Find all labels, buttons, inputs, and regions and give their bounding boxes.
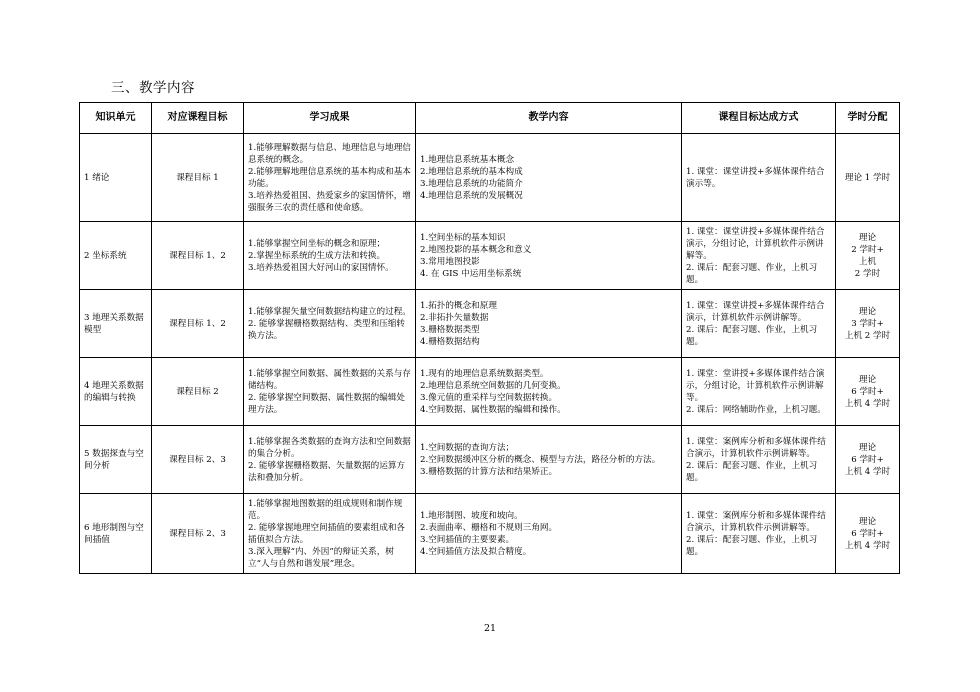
content-cell-line: 4.空间数据、属性数据的编辑和操作。 [420, 404, 566, 415]
content-cell [416, 134, 682, 222]
methods-cell-line: 1. 课堂：课堂讲授+多媒体课件结合演示，分组讨论，计算机软件示例讲解等。 [686, 226, 825, 261]
outcomes-cell [244, 494, 416, 574]
outcomes-cell-line: 3.培养热爱祖国、热爱家乡的家国情怀，增强服务三农的责任感和使命感。 [248, 190, 411, 213]
outcomes-cell-line: 1.能够掌握矢量空间数据结构建立的过程。 [248, 306, 411, 317]
methods-cell-line: 2. 课后：配套习题、作业，上机习题。 [686, 460, 818, 483]
content-cell-line: 2.地图投影的基本概念和意义 [420, 244, 532, 255]
content-cell-line: 3.常用地图投影 [420, 256, 480, 267]
content-cell-line: 2.表面曲率、栅格和不规则三角网。 [420, 522, 558, 533]
content-cell [416, 290, 682, 358]
section-title: 三、教学内容 [111, 80, 195, 96]
header-goal: 对应课程目标 [152, 103, 244, 134]
hours-cell-line: 理论 [858, 232, 877, 243]
hours-cell-line: 6 学时+ [851, 454, 884, 465]
content-cell-line: 2.非拓扑矢量数据 [420, 312, 489, 323]
content-cell [416, 222, 682, 290]
outcomes-cell-line: 2. 能够掌握空间数据、属性数据的编辑处理方法。 [248, 392, 406, 415]
methods-cell-line: 2. 课后：配套习题、作业，上机习题。 [686, 262, 818, 285]
content-cell-line: 3.栅格数据类型 [420, 324, 480, 335]
outcomes-cell-line: 2. 能够掌握地理空间插值的要素组成和各插值拟合方法。 [248, 522, 406, 545]
syllabus-table [79, 102, 900, 574]
hours-cell [836, 290, 900, 358]
table-row [80, 290, 900, 358]
hours-cell-line: 理论 [858, 442, 877, 453]
methods-cell-line: 1. 课堂：课堂讲授+多媒体课件结合演示等。 [686, 166, 825, 189]
unit-cell: 4 地理关系数据的编辑与转换 [80, 358, 152, 426]
hours-cell-line: 理论 [858, 306, 877, 317]
hours-cell-line: 2 学时 [854, 268, 881, 279]
methods-cell [682, 290, 836, 358]
goal-cell: 课程目标 1、2 [152, 290, 244, 358]
unit-cell: 6 地形制图与空间插值 [80, 494, 152, 574]
hours-cell-line: 6 学时+ [851, 528, 884, 539]
content-cell-line: 3.地理信息系统的功能简介 [420, 178, 523, 189]
content-cell [416, 494, 682, 574]
methods-cell-line: 1. 课堂：案例库分析和多媒体课件结合演示，计算机软件示例讲解等。 [686, 436, 826, 459]
outcomes-cell-line: 3.培养热爱祖国大好河山的家国情怀。 [248, 262, 394, 273]
content-cell-line: 1.拓扑的概念和原理 [420, 300, 497, 311]
outcomes-cell-line: 1.能够理解数据与信息、地理信息与地理信息系统的概念。 [248, 142, 411, 165]
content-cell-line: 2.空间数据缓冲区分析的概念、模型与方法，路径分析的方法。 [420, 454, 661, 465]
table-row [80, 358, 900, 426]
table-body [80, 134, 900, 574]
methods-cell-line: 1. 课堂：堂讲授+多媒体课件结合演示，分组讨论，计算机软件示例讲解等。 [686, 368, 825, 403]
header-hours: 学时分配 [836, 103, 900, 134]
content-cell-line: 4.栅格数据结构 [420, 336, 480, 347]
header-unit: 知识单元 [80, 103, 152, 134]
content-cell-line: 3.空间插值的主要要素。 [420, 534, 515, 545]
hours-cell [836, 134, 900, 222]
methods-cell [682, 222, 836, 290]
hours-cell-line: 上机 4 学时 [844, 540, 891, 551]
methods-cell [682, 494, 836, 574]
outcomes-cell-line: 2. 能够掌握栅格数据、矢量数据的运算方法和叠加分析。 [248, 460, 406, 483]
hours-cell-line: 2 学时+ [851, 244, 884, 255]
goal-cell: 课程目标 2、3 [152, 426, 244, 494]
header-methods: 课程目标达成方式 [682, 103, 836, 134]
content-cell-line: 1.地理信息系统基本概念 [420, 154, 515, 165]
unit-cell: 2 坐标系统 [80, 222, 152, 290]
methods-cell-line: 1. 课堂：案例库分析和多媒体课件结合演示，计算机软件示例讲解等。 [686, 510, 826, 533]
table-header-row [80, 103, 900, 134]
goal-cell: 课程目标 1 [152, 134, 244, 222]
hours-cell [836, 426, 900, 494]
outcomes-cell-line: 1.能够掌握空间坐标的概念和原理； [248, 238, 386, 249]
hours-cell-line: 上机 [858, 256, 877, 267]
content-cell-line: 4. 在 GIS 中运用坐标系统 [420, 268, 522, 279]
outcomes-cell-line: 1.能够掌握各类数据的查询方法和空间数据的集合分析。 [248, 436, 411, 459]
outcomes-cell [244, 358, 416, 426]
hours-cell-line: 理论 [858, 516, 877, 527]
methods-cell [682, 426, 836, 494]
table-row [80, 494, 900, 574]
outcomes-cell [244, 290, 416, 358]
hours-cell-line: 理论 1 学时 [844, 172, 891, 183]
methods-cell-line: 2. 课后：配套习题、作业，上机习题。 [686, 534, 818, 557]
content-cell [416, 426, 682, 494]
content-cell-line: 4.地理信息系统的发展概况 [420, 190, 523, 201]
hours-cell-line: 上机 2 学时 [844, 330, 891, 341]
outcomes-cell-line: 3.深入理解“内、外因”的辩证关系，树立“人与自然和谐发展”理念。 [248, 546, 394, 569]
header-outcomes: 学习成果 [244, 103, 416, 134]
content-cell-line: 2.地理信息系统空间数据的几何变换。 [420, 380, 566, 391]
hours-cell [836, 494, 900, 574]
goal-cell: 课程目标 2、3 [152, 494, 244, 574]
table-row [80, 134, 900, 222]
outcomes-cell-line: 1.能够掌握地图数据的组成规则和制作规范。 [248, 498, 403, 521]
header-content: 教学内容 [416, 103, 682, 134]
hours-cell [836, 358, 900, 426]
outcomes-cell-line: 2.掌握坐标系统的生成方法和转换。 [248, 250, 386, 261]
methods-cell-line: 2. 课后：配套习题、作业，上机习题。 [686, 324, 818, 347]
goal-cell: 课程目标 1、2 [152, 222, 244, 290]
content-cell-line: 1.地形制图、坡度和坡向。 [420, 510, 523, 521]
content-cell-line: 3.栅格数据的计算方法和结果矫正。 [420, 466, 558, 477]
outcomes-cell [244, 134, 416, 222]
methods-cell-line: 2. 课后：网络辅助作业，上机习题。 [686, 404, 826, 415]
outcomes-cell [244, 426, 416, 494]
methods-cell [682, 358, 836, 426]
hours-cell-line: 6 学时+ [851, 386, 884, 397]
content-cell-line: 4.空间插值方法及拟合精度。 [420, 546, 532, 557]
content-cell-line: 1.现有的地理信息系统数据类型。 [420, 368, 549, 379]
content-cell-line: 2.地理信息系统的基本构成 [420, 166, 523, 177]
unit-cell: 5 数据探查与空间分析 [80, 426, 152, 494]
page-number: 21 [483, 623, 497, 634]
outcomes-cell-line: 2.能够理解地理信息系统的基本构成和基本功能。 [248, 166, 411, 189]
methods-cell [682, 134, 836, 222]
hours-cell-line: 上机 4 学时 [844, 398, 891, 409]
content-cell-line: 1.空间坐标的基本知识 [420, 232, 506, 243]
outcomes-cell-line: 2. 能够掌握栅格数据结构、类型和压缩转换方法。 [248, 318, 406, 341]
outcomes-cell-line: 1.能够掌握空间数据、属性数据的关系与存储结构。 [248, 368, 411, 391]
hours-cell-line: 3 学时+ [851, 318, 884, 329]
table-row [80, 222, 900, 290]
unit-cell: 1 绪论 [80, 134, 152, 222]
content-cell-line: 1.空间数据的查询方法； [420, 442, 515, 453]
hours-cell [836, 222, 900, 290]
hours-cell-line: 上机 4 学时 [844, 466, 891, 477]
hours-cell-line: 理论 [858, 374, 877, 385]
content-cell-line: 3.像元值的重采样与空间数据转换。 [420, 392, 558, 403]
goal-cell: 课程目标 2 [152, 358, 244, 426]
content-cell [416, 358, 682, 426]
outcomes-cell [244, 222, 416, 290]
methods-cell-line: 1. 课堂：课堂讲授+多媒体课件结合演示，计算机软件示例讲解等。 [686, 300, 825, 323]
table-row [80, 426, 900, 494]
unit-cell: 3 地理关系数据模型 [80, 290, 152, 358]
